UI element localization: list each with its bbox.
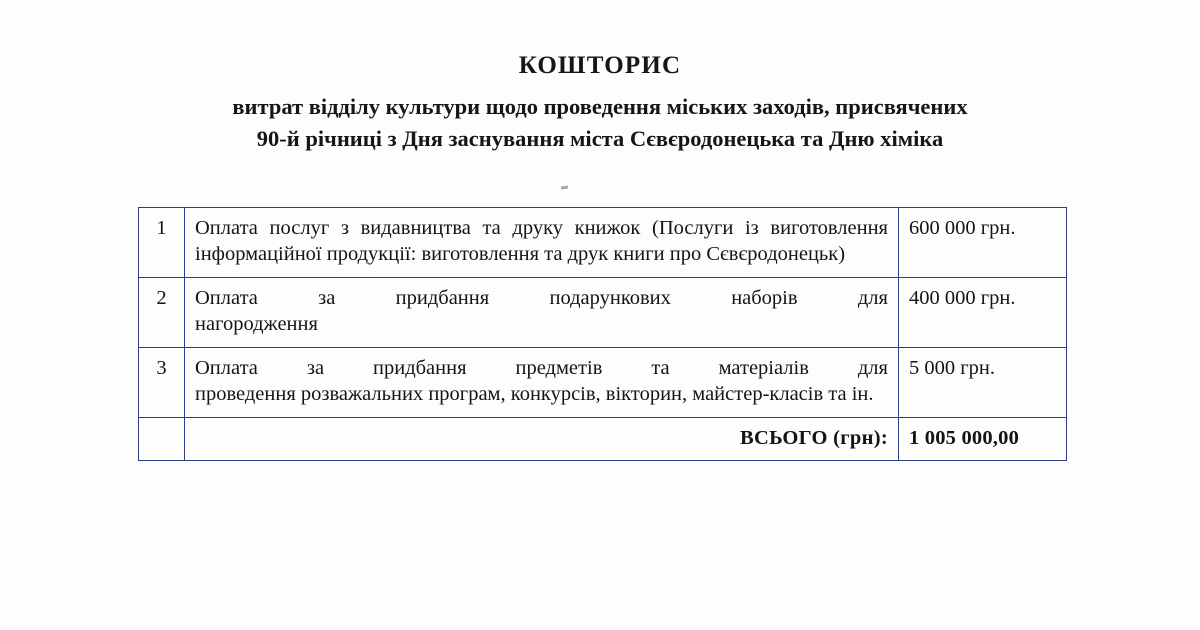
row-description-line-1 — [195, 285, 888, 311]
estimate-table-wrapper — [138, 207, 1066, 461]
desc-word: Оплата — [195, 356, 258, 379]
table-row — [139, 277, 1067, 347]
row-amount: 600 000 грн. — [899, 208, 1067, 278]
row-description — [185, 347, 899, 417]
row-description — [185, 277, 899, 347]
desc-word: Оплата — [195, 286, 258, 309]
desc-word: за — [306, 356, 325, 379]
page-subtitle-line-2: 90-й річниці з Дня заснування міста Сєвєродонецька та Дню хіміка — [256, 125, 944, 151]
table-row — [139, 347, 1067, 417]
estimate-table — [138, 207, 1067, 461]
row-description-line-2: проведення розважальних програм, конкурсів, вікторин, майстер-класів та ін. — [195, 383, 874, 406]
total-row-spacer — [139, 417, 185, 460]
page-title: КОШТОРИС — [518, 52, 682, 79]
row-number: 2 — [139, 277, 185, 347]
row-description-line-2: нагородження — [195, 313, 318, 336]
desc-word: матеріалів — [718, 356, 809, 379]
row-number: 1 — [139, 208, 185, 278]
table-total-row — [139, 417, 1067, 460]
desc-word: та — [651, 356, 670, 379]
title-block — [0, 0, 1200, 155]
desc-word: наборів — [731, 286, 798, 309]
page-subtitle — [0, 91, 1200, 155]
desc-word: за — [318, 286, 336, 309]
table-row — [139, 208, 1067, 278]
row-amount: 5 000 грн. — [899, 347, 1067, 417]
row-description: Оплата послуг з видавництва та друку книжок (Послуги із виготовлення інформаційної продукції: виготовлення та друк книги про Сєвєродонецьк) — [185, 208, 899, 278]
desc-word: подарункових — [549, 286, 671, 309]
desc-word: придбання — [373, 356, 467, 379]
total-label: ВСЬОГО (грн): — [185, 417, 899, 460]
total-value: 1 005 000,00 — [899, 417, 1067, 460]
scan-artifact-mark — [561, 186, 568, 190]
desc-word: для — [857, 356, 888, 379]
desc-word: предметів — [515, 356, 603, 379]
row-number: 3 — [139, 347, 185, 417]
row-description-line-1 — [195, 355, 888, 381]
page-subtitle-line-1: витрат відділу культури щодо проведення міських заходів, присвячених — [232, 93, 968, 119]
desc-word: для — [857, 286, 888, 309]
desc-word: придбання — [395, 286, 490, 309]
row-amount: 400 000 грн. — [899, 277, 1067, 347]
